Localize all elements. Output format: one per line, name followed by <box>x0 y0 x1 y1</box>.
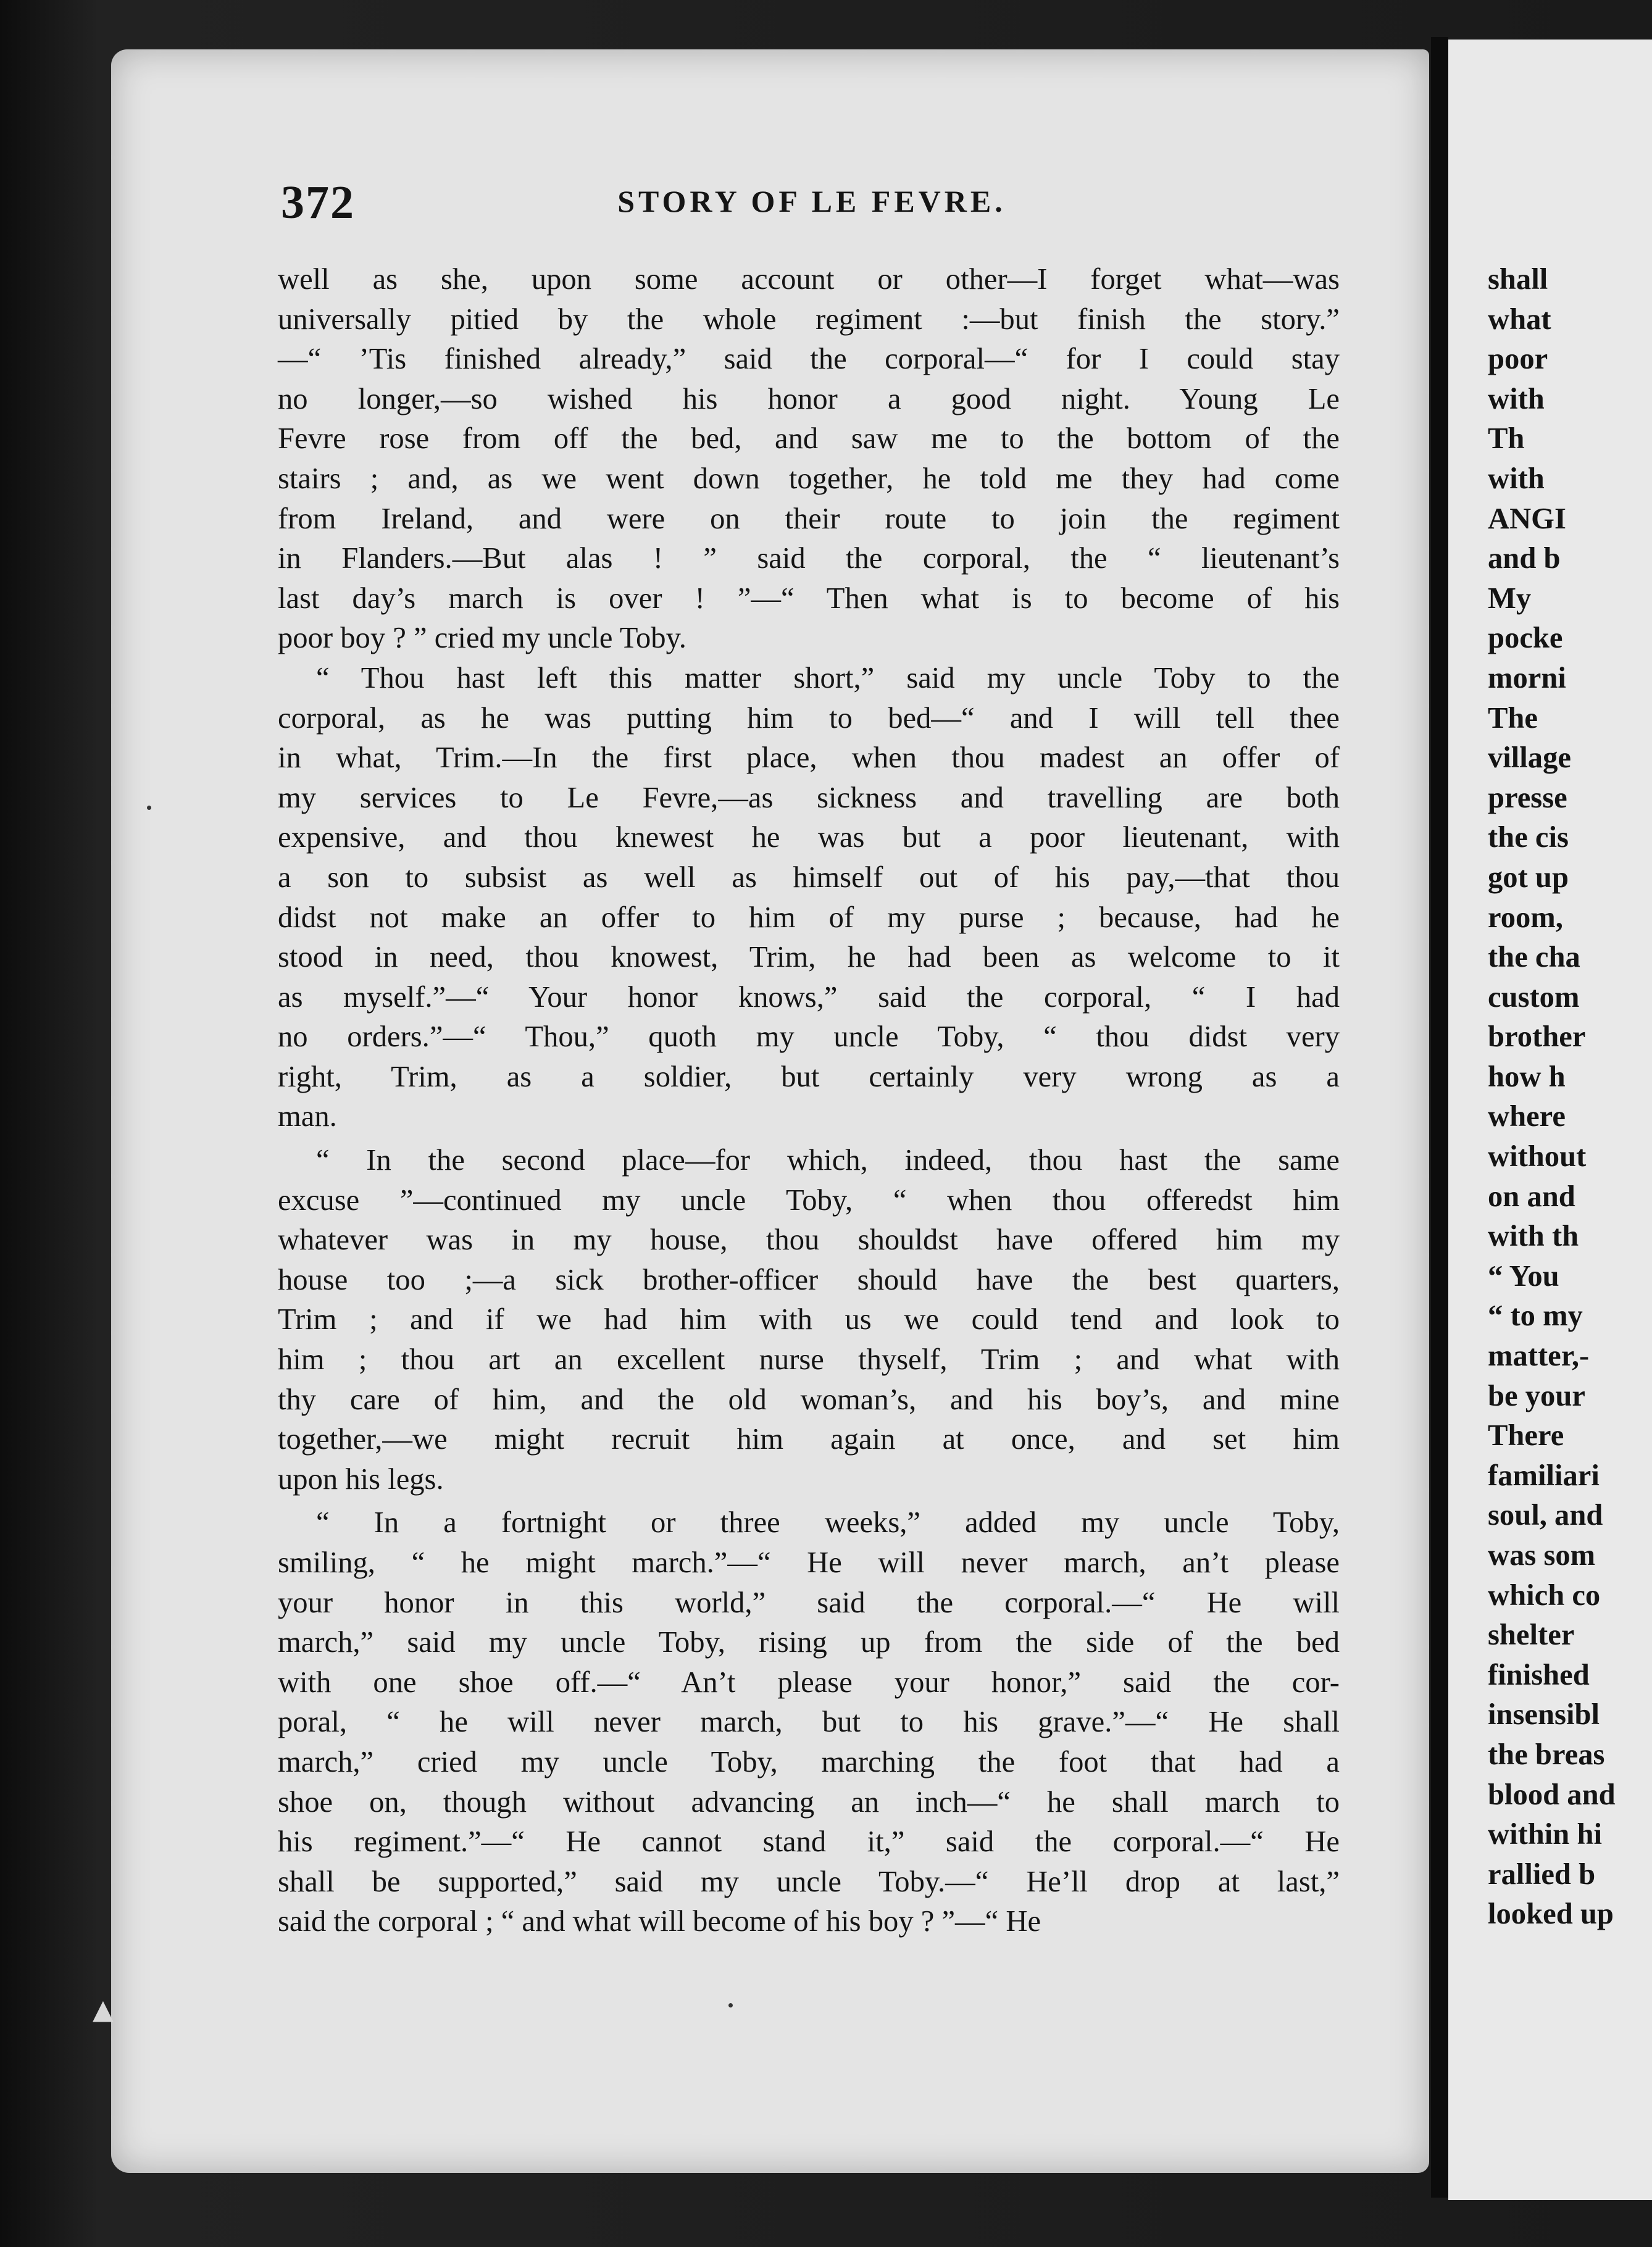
text-line: no orders.”—“ Thou,” quoth my uncle Toby, “ thou didst very <box>278 1020 1340 1054</box>
ink-speck <box>728 2003 733 2007</box>
text-line: shall be supported,” said my uncle Toby.—“ He’ll drop at last,” <box>278 1864 1340 1898</box>
facing-text-line: with <box>1488 381 1545 415</box>
facing-text-line: what <box>1488 302 1551 336</box>
text-line: man. <box>278 1099 337 1133</box>
facing-text-line: poor <box>1488 342 1548 376</box>
facing-text-line: presse <box>1488 780 1567 814</box>
facing-text-line: insensibl <box>1488 1698 1600 1732</box>
text-line: thy care of him, and the old woman’s, and his boy’s, and mine <box>278 1382 1340 1416</box>
facing-text-line: “ to my <box>1488 1299 1583 1333</box>
facing-text-line: with <box>1488 461 1545 495</box>
facing-text-line: got up <box>1488 860 1569 894</box>
facing-text-line: room, <box>1488 900 1563 934</box>
text-line: with one shoe off.—“ An’t please your honor,” said the cor- <box>278 1665 1340 1699</box>
facing-text-line: was som <box>1488 1538 1596 1572</box>
text-line: poral, “ he will never march, but to his grave.”—“ He shall <box>278 1705 1340 1739</box>
facing-text-line: brother <box>1488 1020 1586 1054</box>
paragraph <box>278 1140 1340 1499</box>
facing-text-line: familiari <box>1488 1458 1600 1492</box>
text-line: corporal, as he was putting him to bed—“ and I will tell thee <box>278 701 1340 735</box>
text-line: in what, Trim.—In the first place, when thou madest an offer of <box>278 741 1340 775</box>
text-line: from Ireland, and were on their route to join the regiment <box>278 501 1340 535</box>
text-line: a son to subsist as well as himself out of his pay,—that thou <box>278 860 1340 894</box>
text-line: “ In a fortnight or three weeks,” added my uncle Toby, <box>316 1506 1340 1540</box>
text-line: march,” cried my uncle Toby, marching the foot that had a <box>278 1745 1340 1778</box>
text-line: in Flanders.—But alas ! ” said the corporal, the “ lieutenant’s <box>278 541 1340 575</box>
text-line: last day’s march is over ! ”—“ Then what is to become of his <box>278 581 1340 615</box>
facing-text-line: without <box>1488 1140 1587 1174</box>
text-line: Fevre rose from off the bed, and saw me to the bottom of the <box>278 422 1340 456</box>
ink-speck <box>147 806 151 810</box>
facing-text-line: finished <box>1488 1657 1590 1691</box>
facing-page-text <box>1488 259 1652 1934</box>
facing-text-line: the cha <box>1488 940 1580 974</box>
text-line: together,—we might recruit him again at once, and set him <box>278 1422 1340 1456</box>
facing-text-line: blood and <box>1488 1777 1616 1811</box>
facing-text-line: shelter <box>1488 1618 1575 1652</box>
facing-text-line: rallied b <box>1488 1857 1596 1891</box>
book-gutter <box>1431 37 1448 2198</box>
text-line: didst not make an offer to him of my purse ; because, had he <box>278 900 1340 934</box>
text-line: your honor in this world,” said the corporal.—“ He will <box>278 1585 1340 1619</box>
text-line: “ Thou hast left this matter short,” said my uncle Toby to the <box>316 661 1340 694</box>
text-line: as myself.”—“ Your honor knows,” said the corporal, “ I had <box>278 980 1340 1014</box>
binding-mark: ▲ <box>93 1994 114 2025</box>
facing-text-line: “ You <box>1488 1259 1559 1293</box>
page-header <box>281 176 1343 231</box>
facing-text-line: how h <box>1488 1059 1566 1093</box>
text-line: him ; thou art an excellent nurse thyself, Trim ; and what with <box>278 1343 1340 1377</box>
text-line: smiling, “ he might march.”—“ He will never march, an’t please <box>278 1546 1340 1579</box>
text-line: “ In the second place—for which, indeed, thou hast the same <box>316 1143 1340 1177</box>
text-line: right, Trim, as a soldier, but certainly very wrong as a <box>278 1059 1340 1093</box>
text-line: upon his legs. <box>278 1462 444 1496</box>
text-line: said the corporal ; “ and what will become of his boy ? ”—“ He <box>278 1904 1041 1938</box>
facing-text-line: with th <box>1488 1219 1579 1253</box>
facing-text-line: morni <box>1488 661 1566 694</box>
text-line: no longer,—so wished his honor a good night. Young Le <box>278 381 1340 415</box>
text-line: Trim ; and if we had him with us we could tend and look to <box>278 1303 1340 1336</box>
text-line: —“ ’Tis finished already,” said the corporal—“ for I could stay <box>278 342 1340 376</box>
paragraph <box>278 658 1340 1136</box>
facing-text-line: where <box>1488 1099 1566 1133</box>
facing-text-line: on and <box>1488 1179 1575 1213</box>
text-line: poor boy ? ” cried my uncle Toby. <box>278 621 686 655</box>
facing-text-line: shall <box>1488 262 1548 296</box>
paragraph <box>278 1503 1340 1941</box>
facing-text-line: be your <box>1488 1378 1585 1412</box>
running-head: STORY OF LE FEVRE. <box>617 184 1006 219</box>
facing-text-line: My <box>1488 581 1532 615</box>
text-line: march,” said my uncle Toby, rising up from the side of the bed <box>278 1625 1340 1659</box>
text-line: shoe on, though without advancing an inch—“ he shall march to <box>278 1785 1340 1819</box>
page-number: 372 <box>281 177 355 228</box>
facing-text-line: Th <box>1488 422 1525 456</box>
facing-text-line: which co <box>1488 1578 1601 1612</box>
facing-text-line: soul, and <box>1488 1498 1603 1532</box>
text-line: excuse ”—continued my uncle Toby, “ when thou offeredst him <box>278 1183 1340 1217</box>
facing-text-line: within hi <box>1488 1817 1603 1851</box>
body-text <box>278 259 1340 1941</box>
text-line: expensive, and thou knewest he was but a poor lieutenant, with <box>278 820 1340 854</box>
text-line: stood in need, thou knowest, Trim, he had been as welcome to it <box>278 940 1340 974</box>
facing-text-line: village <box>1488 741 1571 775</box>
text-line: house too ;—a sick brother-officer should have the best quarters, <box>278 1262 1340 1296</box>
facing-text-line: the cis <box>1488 820 1569 854</box>
text-line: whatever was in my house, thou shouldst have offered him my <box>278 1223 1340 1257</box>
facing-text-line: custom <box>1488 980 1580 1014</box>
facing-text-line: and b <box>1488 541 1561 575</box>
text-line: my services to Le Fevre,—as sickness and travelling are both <box>278 780 1340 814</box>
text-line: universally pitied by the whole regiment :—but finish the story.” <box>278 302 1340 336</box>
paragraph <box>278 259 1340 658</box>
facing-text-line: ANGI <box>1488 501 1566 535</box>
facing-text-line: matter,- <box>1488 1339 1590 1373</box>
text-line: stairs ; and, as we went down together, he told me they had come <box>278 461 1340 495</box>
facing-text-line: There <box>1488 1419 1564 1453</box>
text-line: his regiment.”—“ He cannot stand it,” said the corporal.—“ He <box>278 1825 1340 1859</box>
text-line: well as she, upon some account or other—I forget what—was <box>278 262 1340 296</box>
facing-text-line: The <box>1488 701 1538 735</box>
facing-text-line: looked up <box>1488 1897 1614 1931</box>
facing-text-line: pocke <box>1488 621 1563 655</box>
facing-text-line: the breas <box>1488 1737 1605 1771</box>
